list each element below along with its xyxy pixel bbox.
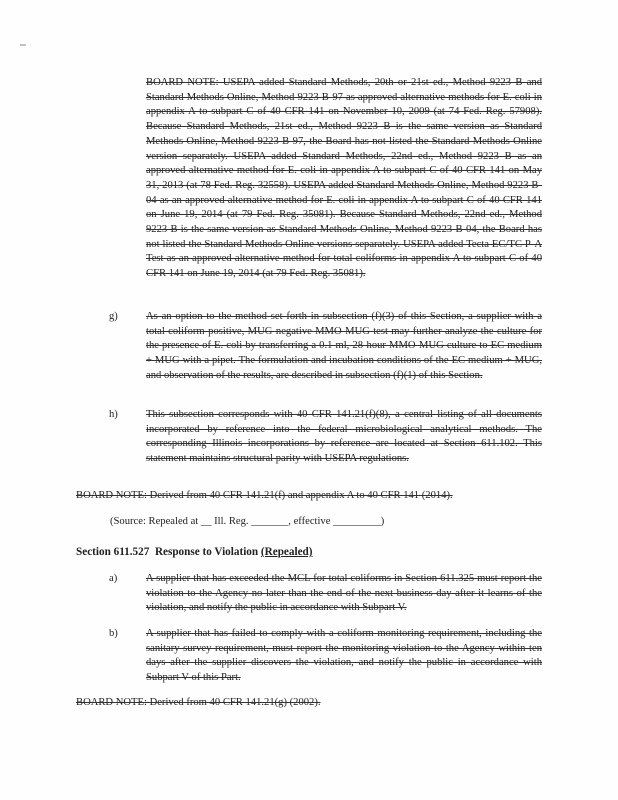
- scan-mark: [20, 44, 26, 46]
- item-h-label: h): [109, 409, 118, 420]
- item-g-text: As an option to the method set forth in subsection (f)(3) of this Section, a supplier with a total coliform-positive, MUG-negative MMO-MUG test may further analyze the culture for the presence of E. coli by transferring a 0.1 ml, 28-hour MMO-MUG culture to EC medium + MUG with a pipet. The formulation and incubation conditions of the EC medium + MUG, and observation of the results, are described in subsection (f)(1) of this Section.: [146, 311, 542, 381]
- board-note-response: BOARD NOTE: Derived from 40 CFR 141.21(g) (2002).: [76, 697, 321, 708]
- section-heading: [76, 545, 313, 559]
- item-a-text: A supplier that has exceeded the MCL for total coliforms in Section 611.325 must report the violation to the Agency no later than the end of the next business day after it learns of the violation, and notify the public in accordance with Subpart V.: [146, 573, 542, 614]
- board-note-methods: BOARD NOTE: USEPA added Standard Methods, 20th or 21st ed., Method 9223 B and Standard Methods Online, Method 9223 B-97 as approved alternative methods for E. coli in appendix A to subpart C of 40 CFR 141 on November 10, 2009 (at 74 Fed. Reg. 57908). Because Standard Methods, 21st ed., Method 9223 B is the same version as Standard Methods Online, Method 9223 B-97, the Board has not listed the Standard Methods Online version separately. USEPA added Standard Methods, 22nd ed., Method 9223 B as an approved alternative method for E. coli in appendix A to subpart C of 40 CFR 141 on May 31, 2013 (at 78 Fed. Reg. 32558). USEPA added Standard Methods Online, Method 9223 B-04 as an approved alternative method for E. coli in appendix A to subpart C of 40 CFR 141 on June 19, 2014 (at 79 Fed. Reg. 35081). Because Standard Methods, 22nd ed., Method 9223 B is the same version as Standard Methods Online, Method 9223 B-04, the Board has not listed the Standard Methods Online versions separately. USEPA added Tecta EC/TC P-A Test as an approved alternative method for total coliforms in appendix A to subpart C of 40 CFR 141 on June 19, 2014 (at 79 Fed. Reg. 35081).: [146, 77, 542, 280]
- item-a-label: a): [109, 573, 118, 584]
- section-status: (Repealed): [260, 546, 313, 558]
- item-b-text: A supplier that has failed to comply with a coliform monitoring requirement, including the sanitary survey requirement, must report the monitoring violation to the Agency within ten days after the supplier discovers the violation, and notify the public in accordance with Subpart V of this Part.: [146, 628, 542, 684]
- section-number: Section 611.527: [76, 546, 150, 558]
- board-note-derived: BOARD NOTE: Derived from 40 CFR 141.21(f) and appendix A to 40 CFR 141 (2014).: [76, 490, 453, 501]
- source-line: (Source: Repealed at __ Ill. Reg. _______, effective _________): [110, 516, 385, 527]
- item-h-text: This subsection corresponds with 40 CFR 141.21(f)(8), a central listing of all documents incorporated by reference into the federal microbiological analytical methods. The corresponding Illinois incorporations by reference are located at Section 611.102. This statement maintains structural parity with USEPA regulations.: [146, 409, 542, 465]
- item-b-label: b): [109, 628, 118, 639]
- section-title: Response to Violation: [154, 546, 259, 558]
- item-g-label: g): [109, 311, 118, 322]
